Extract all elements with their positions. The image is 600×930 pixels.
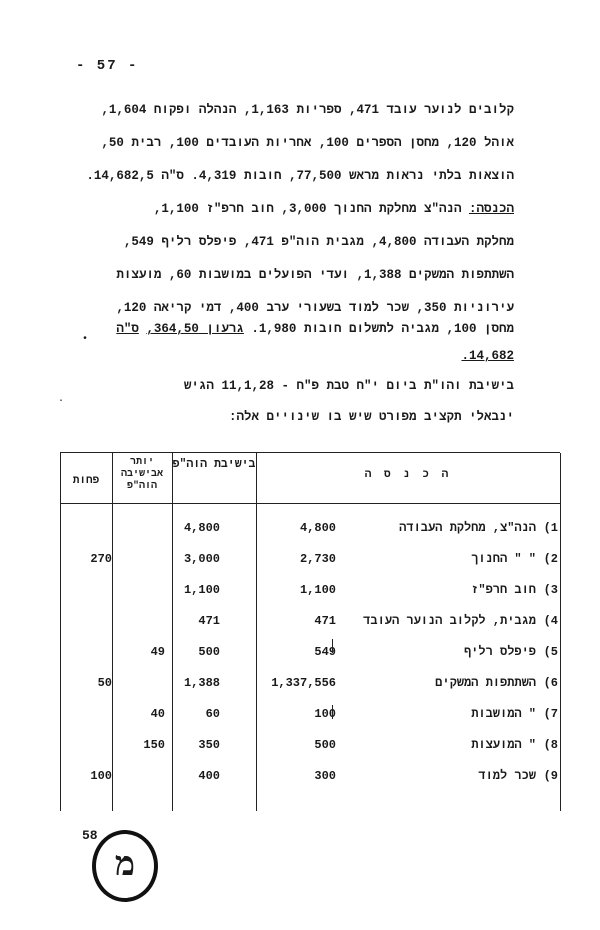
row-meeting: 1,388 bbox=[183, 676, 220, 690]
row-less: 50 bbox=[97, 676, 112, 690]
row-budget: 100 bbox=[314, 707, 336, 721]
row-number: 1) bbox=[543, 521, 558, 535]
budget-intro-line: ינבאלי תקציב מפורט שיש בו שינויים אלה: bbox=[228, 410, 514, 424]
row-budget: 2,730 bbox=[299, 552, 336, 566]
row-budget: 500 bbox=[314, 738, 336, 752]
row-meeting: 500 bbox=[198, 645, 220, 659]
row-label: " המושבות bbox=[471, 707, 536, 721]
budget-table bbox=[60, 452, 560, 811]
row-number: 6) bbox=[543, 676, 558, 690]
margin-dot-2: · bbox=[58, 396, 65, 407]
row-number: 5) bbox=[543, 645, 558, 659]
header-less: פחות bbox=[72, 475, 100, 487]
row-label: הנה"צ, מחלקת העבודה bbox=[399, 521, 536, 535]
paragraph-line-5: מחלקת העבודה 4,800, מגבית הוה"פ 471, פיפלס רליף 549, bbox=[123, 235, 514, 249]
row-number: 2) bbox=[543, 552, 558, 566]
page-number: - 57 - bbox=[76, 58, 139, 74]
row-label: " המועצות bbox=[471, 738, 536, 752]
row-meeting: 1,100 bbox=[183, 583, 220, 597]
meeting-line: בישיבת והו"ת ביום י"ח טבת פ"ח - 11,1,28 הגיש bbox=[183, 379, 514, 393]
total-line bbox=[34, 349, 514, 363]
paragraph-line-3: הוצאות בלתי נראות מראש 77,500, חובות 4,319. ס"ה 14,682,5. bbox=[86, 169, 514, 183]
paragraph-line-8-text: מחסן 100, מגביה לתשלום חובות 1,980. bbox=[251, 322, 514, 336]
row-meeting: 471 bbox=[198, 614, 220, 628]
paragraph-line-6: השתתפות המשקים 1,388, ועדי הפועלים במושבות 60, מועצות bbox=[116, 268, 514, 282]
row-budget: 1,100 bbox=[299, 583, 336, 597]
income-rest: הנה"צ מחלקת החנוך 3,000, חוב חרפ"ז 1,100, bbox=[153, 202, 469, 216]
paragraph-line-7: עירוניות 350, שכר למוד בשעורי ערב 400, דמי קריאה 120, bbox=[116, 301, 514, 315]
row-meeting: 400 bbox=[198, 769, 220, 783]
paragraph-line-2: אוהל 120, מחסן הספרים 100, אחריות העובדים 100, רבית 50, bbox=[101, 136, 514, 150]
row-label: שכר למוד bbox=[478, 769, 536, 783]
row-meeting: 350 bbox=[198, 738, 220, 752]
row-budget: 300 bbox=[314, 769, 336, 783]
header-income: ה כ נ ס ה bbox=[364, 469, 452, 481]
row-budget: 549 bbox=[314, 645, 336, 659]
row-meeting: 60 bbox=[205, 707, 220, 721]
row-budget: 4,800 bbox=[299, 521, 336, 535]
ledger-tick bbox=[332, 639, 333, 653]
paragraph-line-1: קלובים לנוער עובד 471, ספריות 1,163, הנהלה ופקוח 1,604, bbox=[101, 103, 514, 117]
row-added: 40 bbox=[150, 707, 165, 721]
row-less: 100 bbox=[90, 769, 112, 783]
header-meeting: בישיבת הוה"פ bbox=[172, 458, 256, 471]
row-number: 3) bbox=[543, 583, 558, 597]
income-label: הכנסה: bbox=[468, 202, 514, 216]
deficit-label: גרעון 364,50, bbox=[146, 322, 244, 336]
row-label: " " החנוך bbox=[471, 552, 536, 566]
stamp-letter: מ bbox=[114, 844, 136, 884]
ledger-tick bbox=[332, 705, 333, 719]
paragraph-line-8 bbox=[34, 322, 514, 336]
row-budget: 471 bbox=[314, 614, 336, 628]
total-label: ס"ה bbox=[116, 322, 139, 336]
row-number: 9) bbox=[543, 769, 558, 783]
row-number: 8) bbox=[543, 738, 558, 752]
row-number: 4) bbox=[543, 614, 558, 628]
margin-dot: • bbox=[82, 334, 89, 345]
row-meeting: 3,000 bbox=[183, 552, 220, 566]
row-label: פיפלס רליף bbox=[463, 645, 536, 659]
row-added: 49 bbox=[150, 645, 165, 659]
header-added: יותר אבישיבה הוה"פ bbox=[120, 457, 163, 492]
row-number: 7) bbox=[543, 707, 558, 721]
row-label: השתתפות המשקים bbox=[435, 676, 536, 690]
row-budget: 1,337,556 bbox=[271, 676, 336, 690]
row-added: 150 bbox=[143, 738, 165, 752]
row-less: 270 bbox=[90, 552, 112, 566]
stamp-number: 58 bbox=[82, 828, 98, 843]
row-label: מגבית, לקלוב הנוער העובד bbox=[363, 614, 536, 628]
archive-stamp bbox=[92, 830, 158, 902]
total-value: 14,682. bbox=[461, 349, 514, 363]
row-meeting: 4,800 bbox=[183, 521, 220, 535]
row-label: חוב חרפ"ז bbox=[471, 583, 536, 597]
income-line bbox=[34, 202, 514, 216]
